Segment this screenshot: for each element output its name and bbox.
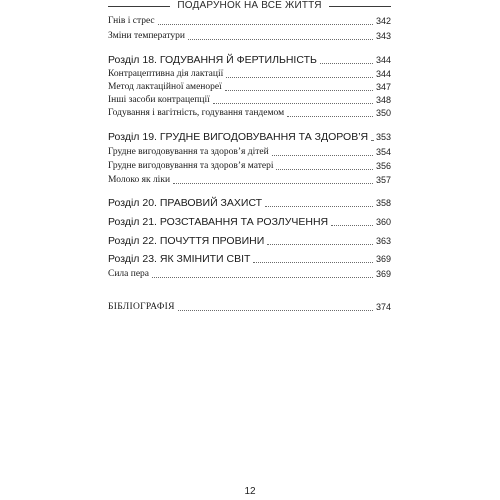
leader-dots: [272, 155, 373, 156]
toc-chapter-title: Розділ 23. ЯК ЗМІНИТИ СВІТ: [108, 253, 251, 265]
toc-entry-page: 374: [375, 302, 391, 312]
leader-dots: [173, 183, 373, 184]
toc-entry-title: Сила пера: [108, 269, 150, 279]
toc-bibliography-entry[interactable]: [108, 300, 391, 314]
leader-dots: [276, 169, 373, 170]
toc-entry-page: 353: [375, 132, 391, 142]
leader-dots: [188, 39, 373, 40]
toc-entry[interactable]: [108, 145, 391, 159]
leader-dots: [226, 77, 373, 78]
toc-entry-page: 360: [375, 217, 391, 227]
leader-dots: [152, 277, 373, 278]
leader-dots: [267, 244, 373, 245]
leader-dots: [371, 140, 373, 141]
leader-dots: [178, 310, 373, 311]
toc-entry-page: 358: [375, 198, 391, 208]
toc-entry-page: 363: [375, 236, 391, 246]
toc-chapter-entry[interactable]: [108, 234, 391, 248]
toc-entry-title: Грудне вигодовування та здоров’я дітей: [108, 147, 269, 157]
toc-entry-page: 354: [375, 147, 391, 157]
toc-entry[interactable]: [108, 106, 391, 120]
toc-chapter-entry[interactable]: [108, 196, 391, 210]
toc-entry-page: 357: [375, 175, 391, 185]
leader-dots: [265, 206, 373, 207]
toc-chapter-entry[interactable]: [108, 252, 391, 266]
toc-chapter-entry[interactable]: [108, 53, 391, 67]
toc-entry[interactable]: [108, 67, 391, 81]
toc-entry[interactable]: [108, 173, 391, 187]
toc-chapter-entry[interactable]: [108, 130, 391, 144]
toc-entry[interactable]: [108, 267, 391, 281]
leader-dots: [331, 225, 373, 226]
toc-entry-page: 342: [375, 16, 391, 26]
leader-dots: [287, 116, 373, 117]
toc-entry[interactable]: [108, 14, 391, 28]
toc-entry-page: 344: [375, 55, 391, 65]
toc-chapter-title: Розділ 19. ГРУДНЕ ВИГОДОВУВАННЯ ТА ЗДОРОВ’Я: [108, 131, 369, 143]
page-number: 12: [244, 486, 256, 497]
toc-entry-page: 344: [375, 69, 391, 79]
toc-chapter-title: Розділ 18. ГОДУВАННЯ Й ФЕРТИЛЬНІСТЬ: [108, 54, 317, 66]
toc-entry-title: Годування і вагітність, годування тандемом: [108, 108, 285, 118]
header-title: ПОДАРУНОК НА ВСЕ ЖИТТЯ: [177, 0, 322, 11]
toc-entry-page: 348: [375, 95, 391, 105]
leader-dots: [225, 90, 373, 91]
toc-entry[interactable]: [108, 93, 391, 107]
toc-chapter-title: Розділ 21. РОЗСТАВАННЯ ТА РОЗЛУЧЕННЯ: [108, 216, 329, 228]
toc-entry-title: Метод лактаційної аменореї: [108, 82, 222, 92]
toc-entry[interactable]: [108, 29, 391, 43]
toc-bibliography-title: БІБЛІОГРАФІЯ: [108, 302, 175, 312]
toc-entry-title: Зміни температури: [108, 31, 185, 41]
toc-entry-page: 356: [375, 161, 391, 171]
leader-dots: [213, 103, 373, 104]
toc-entry-title: Грудне вигодовування та здоров’я матері: [108, 161, 274, 171]
toc-entry-page: 343: [375, 31, 391, 41]
toc-entry-title: Інші засоби контрацепції: [108, 95, 210, 105]
toc-entry-page: 350: [375, 108, 391, 118]
toc-chapter-title: Розділ 20. ПРАВОВИЙ ЗАХИСТ: [108, 197, 263, 209]
toc-entry-title: Молоко як ліки: [108, 175, 171, 185]
toc-entry[interactable]: [108, 80, 391, 94]
toc-entry-title: Гнів і стрес: [108, 16, 155, 26]
toc-entry-page: 347: [375, 82, 391, 92]
leader-dots: [253, 262, 373, 263]
toc-entry-title: Контрацептивна дія лактації: [108, 69, 224, 79]
toc-entry-page: 369: [375, 269, 391, 279]
toc-entry[interactable]: [108, 159, 391, 173]
toc-chapter-title: Розділ 22. ПОЧУТТЯ ПРОВИНИ: [108, 235, 265, 247]
leader-dots: [158, 24, 373, 25]
leader-dots: [320, 63, 373, 64]
toc-chapter-entry[interactable]: [108, 215, 391, 229]
toc-entry-page: 369: [375, 254, 391, 264]
